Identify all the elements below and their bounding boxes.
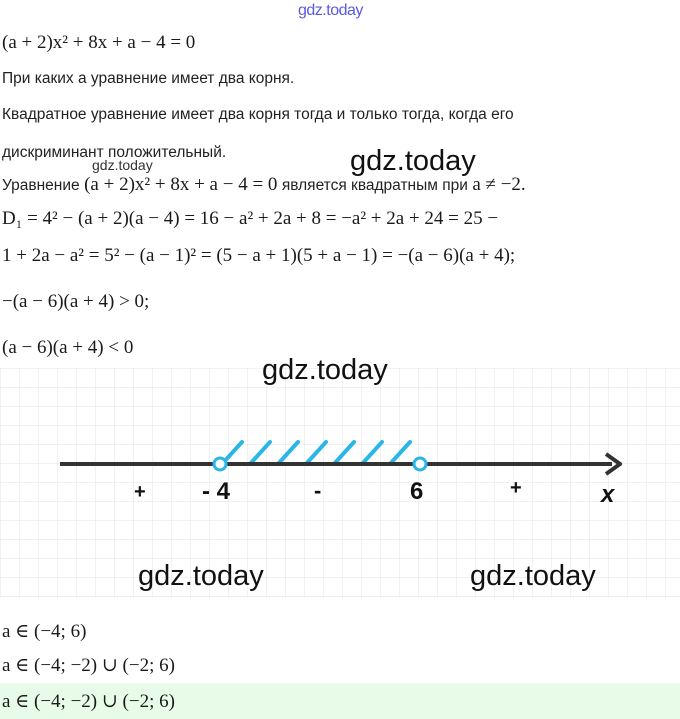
sign-middle: -	[314, 478, 322, 503]
sign-left: +	[134, 481, 146, 503]
equation: (a + 2)x² + 8x + a − 4 = 0	[2, 32, 196, 53]
watermark-small: gdz.today	[92, 157, 153, 173]
inequality-2: (a − 6)(a + 4) < 0	[2, 337, 134, 358]
axis-label-x: x	[601, 481, 615, 508]
quadratic-middle: является квадратным при	[281, 177, 468, 194]
quadratic-expr: (a + 2)x² + 8x + a − 4 = 0	[84, 174, 278, 195]
result-2: a ∈ (−4; −2) ∪ (−2; 6)	[2, 655, 175, 676]
watermark-figure-top: gdz.today	[262, 354, 388, 386]
label-right-point: 6	[410, 478, 424, 505]
question: При каких a уравнение имеет два корня.	[2, 70, 295, 87]
watermark-top: gdz.today	[298, 2, 363, 19]
point-left	[214, 458, 226, 470]
watermark-mid: gdz.today	[350, 145, 476, 177]
point-right	[414, 458, 426, 470]
explanation-line-1: Квадратное уравнение имеет два корня тогда и только тогда, когда его	[2, 106, 514, 123]
quadratic-prefix: Уравнение	[2, 177, 80, 194]
quadratic-condition	[2, 174, 526, 196]
number-line-figure	[0, 354, 680, 598]
discriminant-line-1: D₁ = 4² − (a + 2)(a − 4) = 16 − a² + 2a + 8 = −a² + 2a + 24 = 25 −	[2, 208, 499, 229]
inequality-1: −(a − 6)(a + 4) > 0;	[2, 291, 150, 312]
watermark-figure-bottom-right: gdz.today	[470, 560, 596, 592]
result-1: a ∈ (−4; 6)	[2, 621, 87, 642]
sign-right: +	[510, 477, 522, 499]
watermark-figure-bottom-left: gdz.today	[138, 560, 264, 592]
answer: a ∈ (−4; −2) ∪ (−2; 6)	[2, 691, 175, 712]
explanation-line-2: дискриминант положительный.	[2, 144, 227, 161]
label-left-point: - 4	[202, 478, 231, 505]
quadratic-cond: a ≠ −2.	[472, 174, 526, 195]
discriminant-line-2: 1 + 2a − a² = 5² − (a − 1)² = (5 − a + 1)(5 + a − 1) = −(a − 6)(a + 4);	[2, 245, 516, 266]
